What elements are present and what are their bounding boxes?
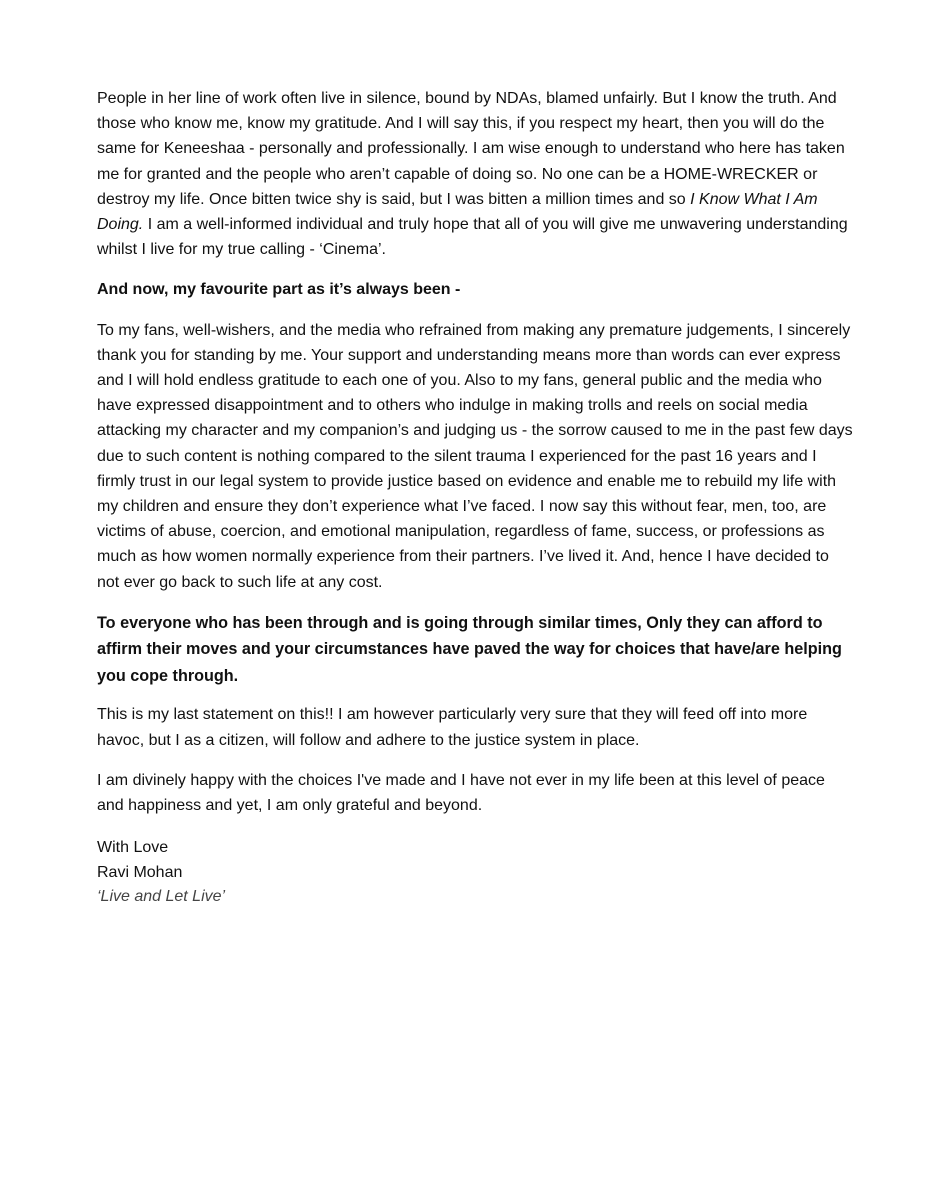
signer-name: Ravi Mohan: [97, 863, 183, 881]
section-heading: And now, my favourite part as it’s always been -: [97, 281, 461, 299]
paragraph-1: [97, 86, 855, 262]
signoff: With Love: [97, 839, 169, 857]
paragraph-1-italic-phrase: I Know What I Am Doing.: [97, 190, 818, 234]
paragraph-5: I am divinely happy with the choices I've made and I have not ever in my life been at this level of peace and happiness and yet, I am only grateful and beyond.: [97, 771, 825, 814]
paragraph-1-text-a: People in her line of work often live in silence, bound by NDAs, blamed unfairly. But I know the truth. And those who know me, know my gratitude. And I will say this, if you respect my heart, then you will do the same for Keneeshaa - personally and professionally. I am wise enough to understand who here has taken me for granted and the people who aren’t capable of doing so. No one can be a HOME-WRECKER or destroy my life. Once bitten twice shy is said, but I was bitten a million times and so: [97, 90, 845, 208]
signature-block: [97, 836, 855, 910]
paragraph-4: This is my last statement on this!! I am however particularly very sure that they will feed off into more havoc, but I as a citizen, will follow and adhere to the justice system in place.: [97, 706, 808, 749]
statement-document: [97, 86, 855, 910]
paragraph-3-bold: To everyone who has been through and is going through similar times, Only they can afford to affirm their moves and your circumstances have paved the way for choices that have/are helping you cope through.: [97, 613, 842, 685]
tagline: ‘Live and Let Live’: [97, 888, 226, 906]
paragraph-1-text-b: I am a well-informed individual and truly hope that all of you will give me unwavering understanding whilst I live for my true calling - ‘Cinema’.: [97, 216, 848, 259]
paragraph-2: To my fans, well-wishers, and the media who refrained from making any premature judgements, I sincerely thank you for standing by me. Your support and understanding means more than words can ever express and I will hold endless gratitude to each one of you. Also to my fans, general public and the media who have expressed disappointment and to others who indulge in making trolls and reels on social media attacking my character and my companion’s and judging us - the sorrow caused to me in the past few days due to such content is nothing compared to the silent trauma I experienced for the past 16 years and I firmly trust in our legal system to provide justice based on evidence and enable me to rebuild my life with my children and ensure they don’t experience what I’ve faced. I now say this without fear, men, too, are victims of abuse, coercion, and emotional manipulation, regardless of fame, success, or professions as much as how women normally experience from their partners. I’ve lived it. And, hence I have decided to not ever go back to such life at any cost.: [97, 321, 853, 591]
